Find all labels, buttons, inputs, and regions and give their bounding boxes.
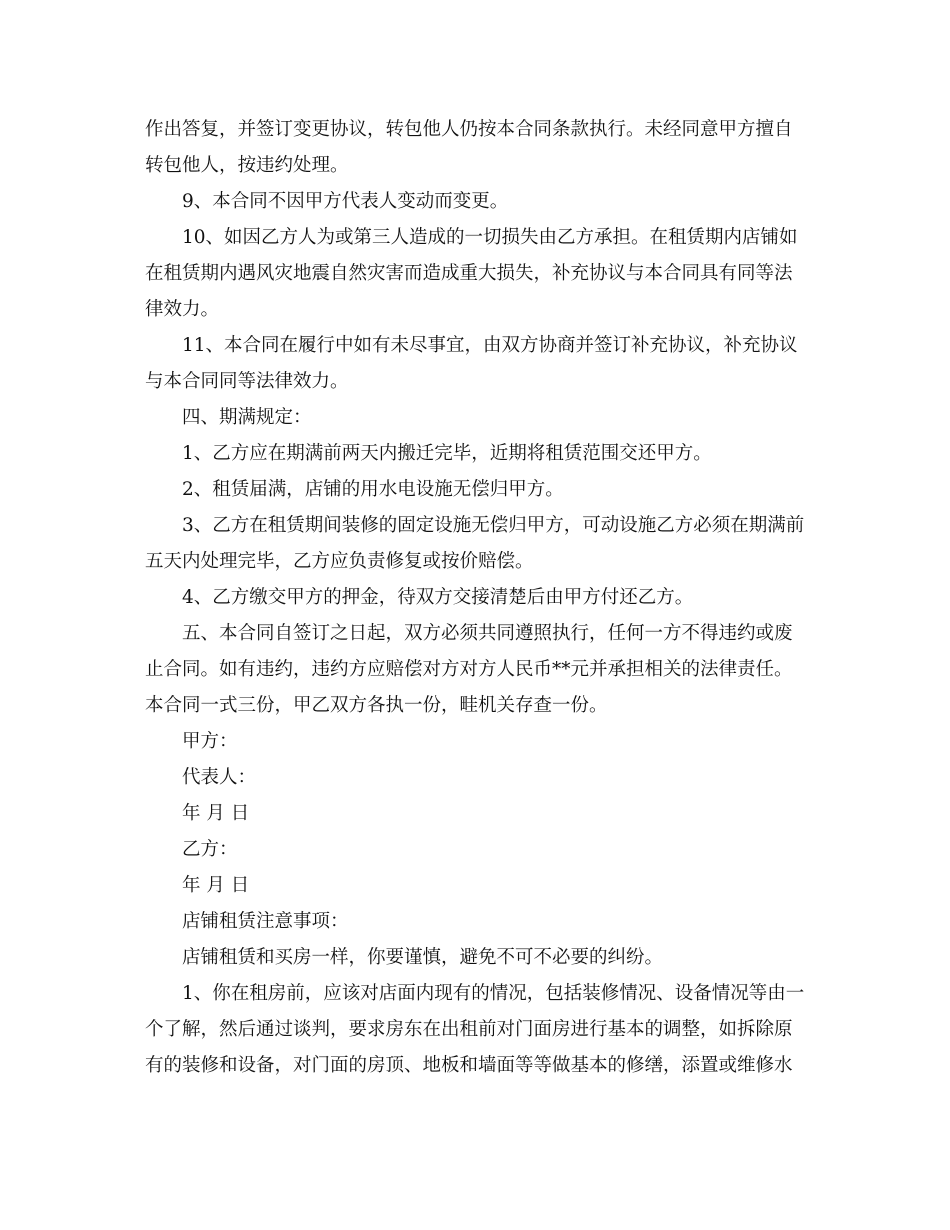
paragraph-line: 9、本合同不因甲方代表人变动而变更。: [182, 191, 509, 212]
paragraph-line: 代表人：: [182, 767, 257, 788]
paragraph-line: 年 月 日: [182, 803, 250, 824]
paragraph-line: 作出答复，并签订变更协议，转包他人仍按本合同条款执行。未经同意甲方擅自: [145, 119, 793, 140]
paragraph-line: 年 月 日: [182, 875, 250, 896]
contract-text-body: [145, 112, 805, 1084]
paragraph-line: 四、期满规定：: [182, 407, 312, 428]
paragraph-line: 在租赁期内遇风灾地震自然灾害而造成重大损失，补充协议与本合同具有同等法: [145, 263, 793, 284]
paragraph-line: 店铺租赁和买房一样，你要谨慎，避免不可不必要的纠纷。: [182, 947, 664, 968]
paragraph-line: 1、乙方应在期满前两天内搬迁完毕，近期将租赁范围交还甲方。: [182, 443, 712, 464]
paragraph-line: 五天内处理完毕，乙方应负责修复或按价赔偿。: [145, 551, 534, 572]
paragraph-line: 乙方：: [182, 839, 238, 860]
paragraph-line: 1、你在租房前，应该对店面内现有的情况，包括装修情况、设备情况等由一: [182, 983, 805, 1004]
paragraph-line: 10、如因乙方人为或第三人造成的一切损失由乙方承担。在租赁期内店铺如: [182, 227, 798, 248]
paragraph-line: 个了解，然后通过谈判，要求房东在出租前对门面房进行基本的调整，如拆除原: [145, 1019, 793, 1040]
paragraph-line: 3、乙方在租赁期间装修的固定设施无偿归甲方，可动设施乙方必须在期满前: [182, 515, 805, 536]
paragraph-line: 店铺租赁注意事项：: [182, 911, 349, 932]
paragraph-line: 与本合同同等法律效力。: [145, 371, 349, 392]
paragraph-line: 有的装修和设备，对门面的房顶、地板和墙面等等做基本的修缮，添置或维修水: [145, 1055, 793, 1076]
paragraph-line: 11、本合同在履行中如有未尽事宜，由双方协商并签订补充协议，补充协议: [182, 335, 798, 356]
paragraph-line: 止合同。如有违约，违约方应赔偿对方对方人民币**元并承担相关的法律责任。: [145, 659, 793, 680]
paragraph-line: 转包他人，按违约处理。: [145, 155, 349, 176]
paragraph-line: 本合同一式三份，甲乙双方各执一份，畦机关存查一份。: [145, 695, 608, 716]
paragraph-line: 五、本合同自签订之日起，双方必须共同遵照执行，任何一方不得违约或废: [182, 623, 793, 644]
paragraph-line: 甲方：: [182, 731, 238, 752]
paragraph-line: 律效力。: [145, 299, 220, 320]
paragraph-line: 2、租赁届满，店铺的用水电设施无偿归甲方。: [182, 479, 564, 500]
paragraph-line: 4、乙方缴交甲方的押金，待双方交接清楚后由甲方付还乙方。: [182, 587, 694, 608]
